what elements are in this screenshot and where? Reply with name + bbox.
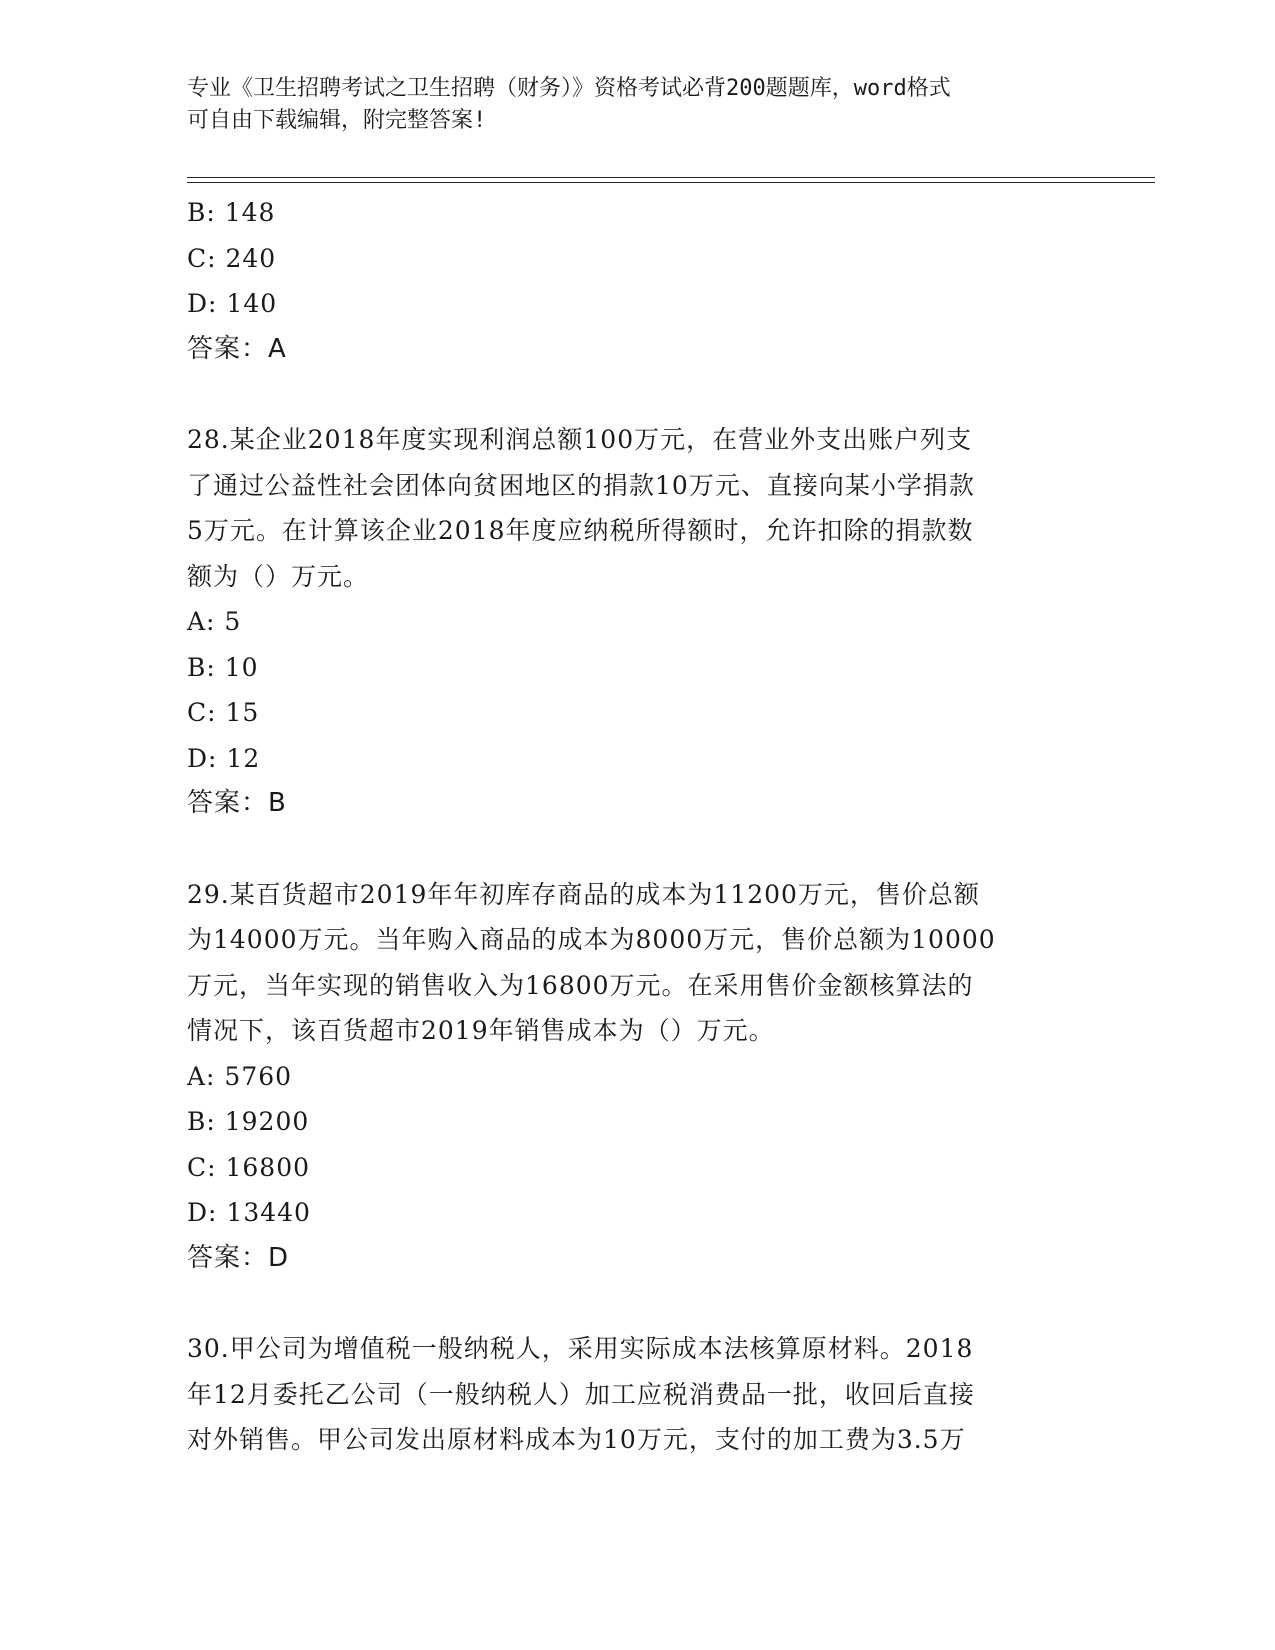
answer-line: 答案：D — [187, 1242, 290, 1273]
question-text-line: 对外销售。甲公司发出原材料成本为10万元，支付的加工费为3.5万 — [187, 1425, 966, 1454]
question-29 — [187, 872, 1067, 1282]
document-header — [187, 73, 1067, 137]
question-27 — [187, 190, 1067, 372]
option-c: C: 15 — [187, 698, 260, 727]
header-title-line-1: 专业《卫生招聘考试之卫生招聘（财务）》资格考试必背200题题库，word格式 — [187, 76, 951, 101]
option-d: D: 13440 — [187, 1198, 311, 1227]
option-d: D: 140 — [187, 289, 278, 318]
question-text-line: 了通过公益性社会团体向贫困地区的捐款10万元、直接向某小学捐款 — [187, 470, 975, 500]
question-text-line: 为14000万元。当年购入商品的成本为8000万元，售价总额为10000 — [187, 925, 996, 954]
question-text-line: 情况下，该百货超市2019年销售成本为（）万元。 — [187, 1016, 775, 1045]
option-b: B: 19200 — [187, 1107, 310, 1136]
option-d: D: 12 — [187, 743, 261, 773]
question-28 — [187, 417, 1067, 827]
question-text-line: 30.甲公司为增值税一般纳税人，采用实际成本法核算原材料。2018 — [187, 1334, 974, 1363]
answer-line: 答案：A — [187, 333, 287, 364]
question-text-line: 28.某企业2018年度实现利润总额100万元，在营业外支出账户列支 — [187, 425, 973, 454]
spacer — [187, 827, 1067, 872]
spacer — [187, 1281, 1067, 1326]
question-text-line: 5万元。在计算该企业2018年度应纳税所得额时，允许扣除的捐款数 — [187, 516, 974, 545]
question-text-line: 额为（）万元。 — [187, 561, 370, 591]
header-divider-top — [187, 177, 1155, 178]
question-text-line: 年12月委托乙公司（一般纳税人）加工应税消费品一批，收回后直接 — [187, 1379, 975, 1409]
answer-line: 答案：B — [187, 788, 287, 818]
question-30 — [187, 1326, 1067, 1463]
spacer — [187, 372, 1067, 417]
header-divider-bottom — [187, 182, 1155, 183]
option-b: B: 148 — [187, 198, 276, 227]
header-title-line-2: 可自由下载编辑，附完整答案! — [187, 108, 487, 133]
question-text-line: 万元，当年实现的销售收入为16800万元。在采用售价金额核算法的 — [187, 970, 974, 1000]
option-a: A: 5 — [187, 607, 242, 636]
option-b: B: 10 — [187, 652, 259, 682]
option-c: C: 240 — [187, 243, 277, 273]
option-a: A: 5760 — [187, 1061, 293, 1091]
document-body — [187, 190, 1067, 1463]
option-c: C: 16800 — [187, 1152, 311, 1182]
question-text-line: 29.某百货超市2019年年初库存商品的成本为11200万元，售价总额 — [187, 879, 980, 909]
